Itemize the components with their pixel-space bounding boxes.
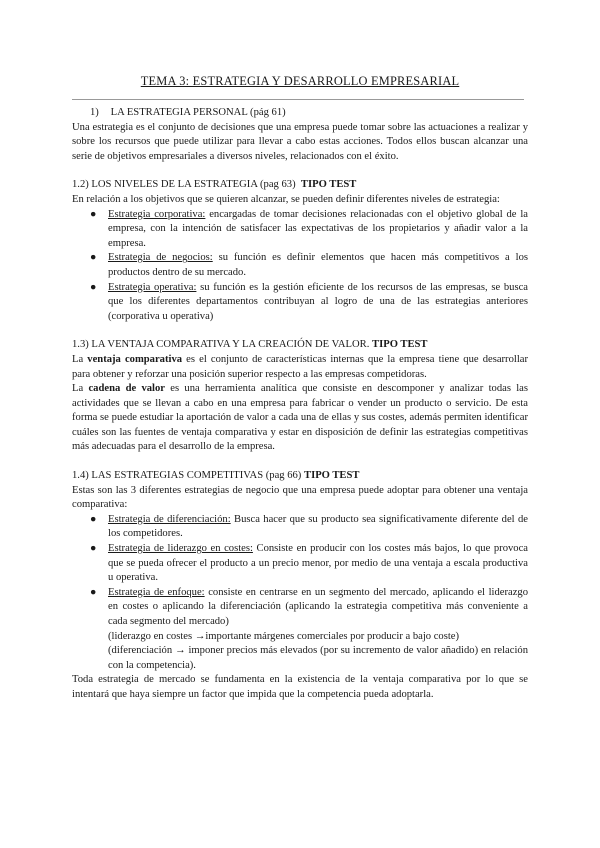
list-item-term: Estrategia de liderazgo en costes: xyxy=(108,543,253,555)
list-item-text: su función es la gestión eficiente de los recursos de las empresas, se busca que los diferentes departamentos contribuyan al logro de una de las estrategias anteriores (corporativa u operativa) xyxy=(108,281,528,322)
list-item-term: Estrategia de diferenciación: xyxy=(108,513,231,525)
section-3-title: 1.3) LA VENTAJA COMPARATIVA Y LA CREACIÓN DE VALOR. xyxy=(72,339,370,351)
section-1-title: LA ESTRATEGIA PERSONAL (pág 61) xyxy=(110,107,286,118)
section-4-tag: TIPO TEST xyxy=(304,470,360,482)
bullet-icon: ● xyxy=(90,281,97,293)
section-1-paragraph: Una estrategia es el conjunto de decisiones que una empresa puede tomar sobre las actuaciones a realizar y sobre los recursos que puede utilizar para llevar a cabo estas acciones. Todos ellos buscan alcanzar una serie de objetivos empresariales a diversos niveles, relacionados con el éxito. xyxy=(72,121,528,162)
section-4-list xyxy=(72,513,528,674)
list-item-term: Estrategia operativa: xyxy=(108,281,197,293)
bullet-icon: ● xyxy=(90,252,97,264)
list-item-subnote: (liderazgo en costes →importante márgenes comerciales por producir a bajo coste) xyxy=(108,630,460,642)
section-3-paragraph-1: La ventaja comparativa es el conjunto de características internas que la empresa tiene que desarrollar para obtener y reforzar una posición superior respecto a las empresas competidoras. xyxy=(72,353,528,380)
section-2-heading xyxy=(72,178,528,193)
bullet-icon: ● xyxy=(90,586,97,598)
list-item-text: Busca hacer que su producto sea significativamente diferente del de los competidores. xyxy=(108,513,528,540)
section-3-tag: TIPO TEST xyxy=(372,339,428,351)
bullet-icon: ● xyxy=(90,513,97,525)
section-1-heading xyxy=(72,106,528,121)
list-item-text: encargadas de tomar decisiones relacionadas con el objetivo global de la empresa, con la intención de satisfacer las expectativas de los propietarios y añadir valor a la empresa. xyxy=(108,208,528,249)
list-item xyxy=(72,513,528,542)
section-4-heading xyxy=(72,469,528,484)
list-item-term: Estrategia de enfoque: xyxy=(108,586,205,598)
document-title: TEMA 3: ESTRATEGIA Y DESARROLLO EMPRESARIAL xyxy=(140,74,460,88)
title-divider xyxy=(72,99,524,100)
section-2-tag: TIPO TEST xyxy=(300,179,357,191)
bullet-icon: ● xyxy=(90,543,97,555)
term-ventaja-comparativa: ventaja comparativa xyxy=(87,353,183,365)
section-3-heading xyxy=(72,338,528,353)
list-item-text: consiste en centrarse en un segmento del mercado, aplicando el liderazgo en costes o aplicando la diferenciación (aplicando la estrategia competitiva más conveniente a cada segmento del mercado) xyxy=(108,586,528,627)
term-cadena-de-valor: cadena de valor xyxy=(88,383,165,395)
list-item xyxy=(72,281,528,325)
section-4-title: 1.4) LAS ESTRATEGIAS COMPETITIVAS (pag 66) xyxy=(72,470,302,482)
section-2-intro: En relación a los objetivos que se quieren alcanzar, se pueden definir diferentes niveles de estrategia: xyxy=(72,193,500,205)
document-body xyxy=(72,106,528,703)
list-item-term: Estrategia de negocios: xyxy=(108,252,213,264)
list-item-text: Consiste en producir con los costes más bajos, lo que provoca que se pueda ofrecer el producto a un precio menor, por medio de una ventaja a escala productiva u operativa. xyxy=(108,543,528,584)
section-1-number: 1) xyxy=(90,107,99,118)
section-4-closing: Toda estrategia de mercado se fundamenta en la existencia de la ventaja comparativa por lo que se intentará que haya siempre un factor que impida que la competencia pueda adoptarla. xyxy=(72,674,528,700)
list-item xyxy=(72,208,528,252)
list-item-subnote: (diferenciación → imponer precios más elevados (por su incremento de valor añadido) en relación con la competencia). xyxy=(108,645,528,671)
section-2-list xyxy=(72,208,528,325)
list-item-text: su función es definir elementos que hacen más competitivos a los productos dentro de su mercado. xyxy=(108,252,528,278)
list-item xyxy=(72,251,528,280)
section-2-title: 1.2) LOS NIVELES DE LA ESTRATEGIA (pag 63) xyxy=(72,179,296,191)
section-4-intro: Estas son las 3 diferentes estrategias de negocio que una empresa puede adoptar para obtener una ventaja comparativa: xyxy=(72,484,528,511)
list-item-term: Estrategia corporativa: xyxy=(108,208,206,220)
section-3-paragraph-2: La cadena de valor es una herramienta analítica que consiste en descomponer y analizar todas las actividades que se llevan a cabo en una empresa para fabricar o vender un producto o servicio. De esta forma se puede estudiar la aportación de valor a cada una de ellas y sus costes, además permiten identificar cuáles son las fuentes de ventaja comparativa y estar en disposición de definir las estrategias competitivas más adecuadas para el desarrollo de la empresa. xyxy=(72,383,529,453)
list-item xyxy=(72,542,528,586)
list-item xyxy=(72,586,528,674)
bullet-icon: ● xyxy=(90,208,97,220)
